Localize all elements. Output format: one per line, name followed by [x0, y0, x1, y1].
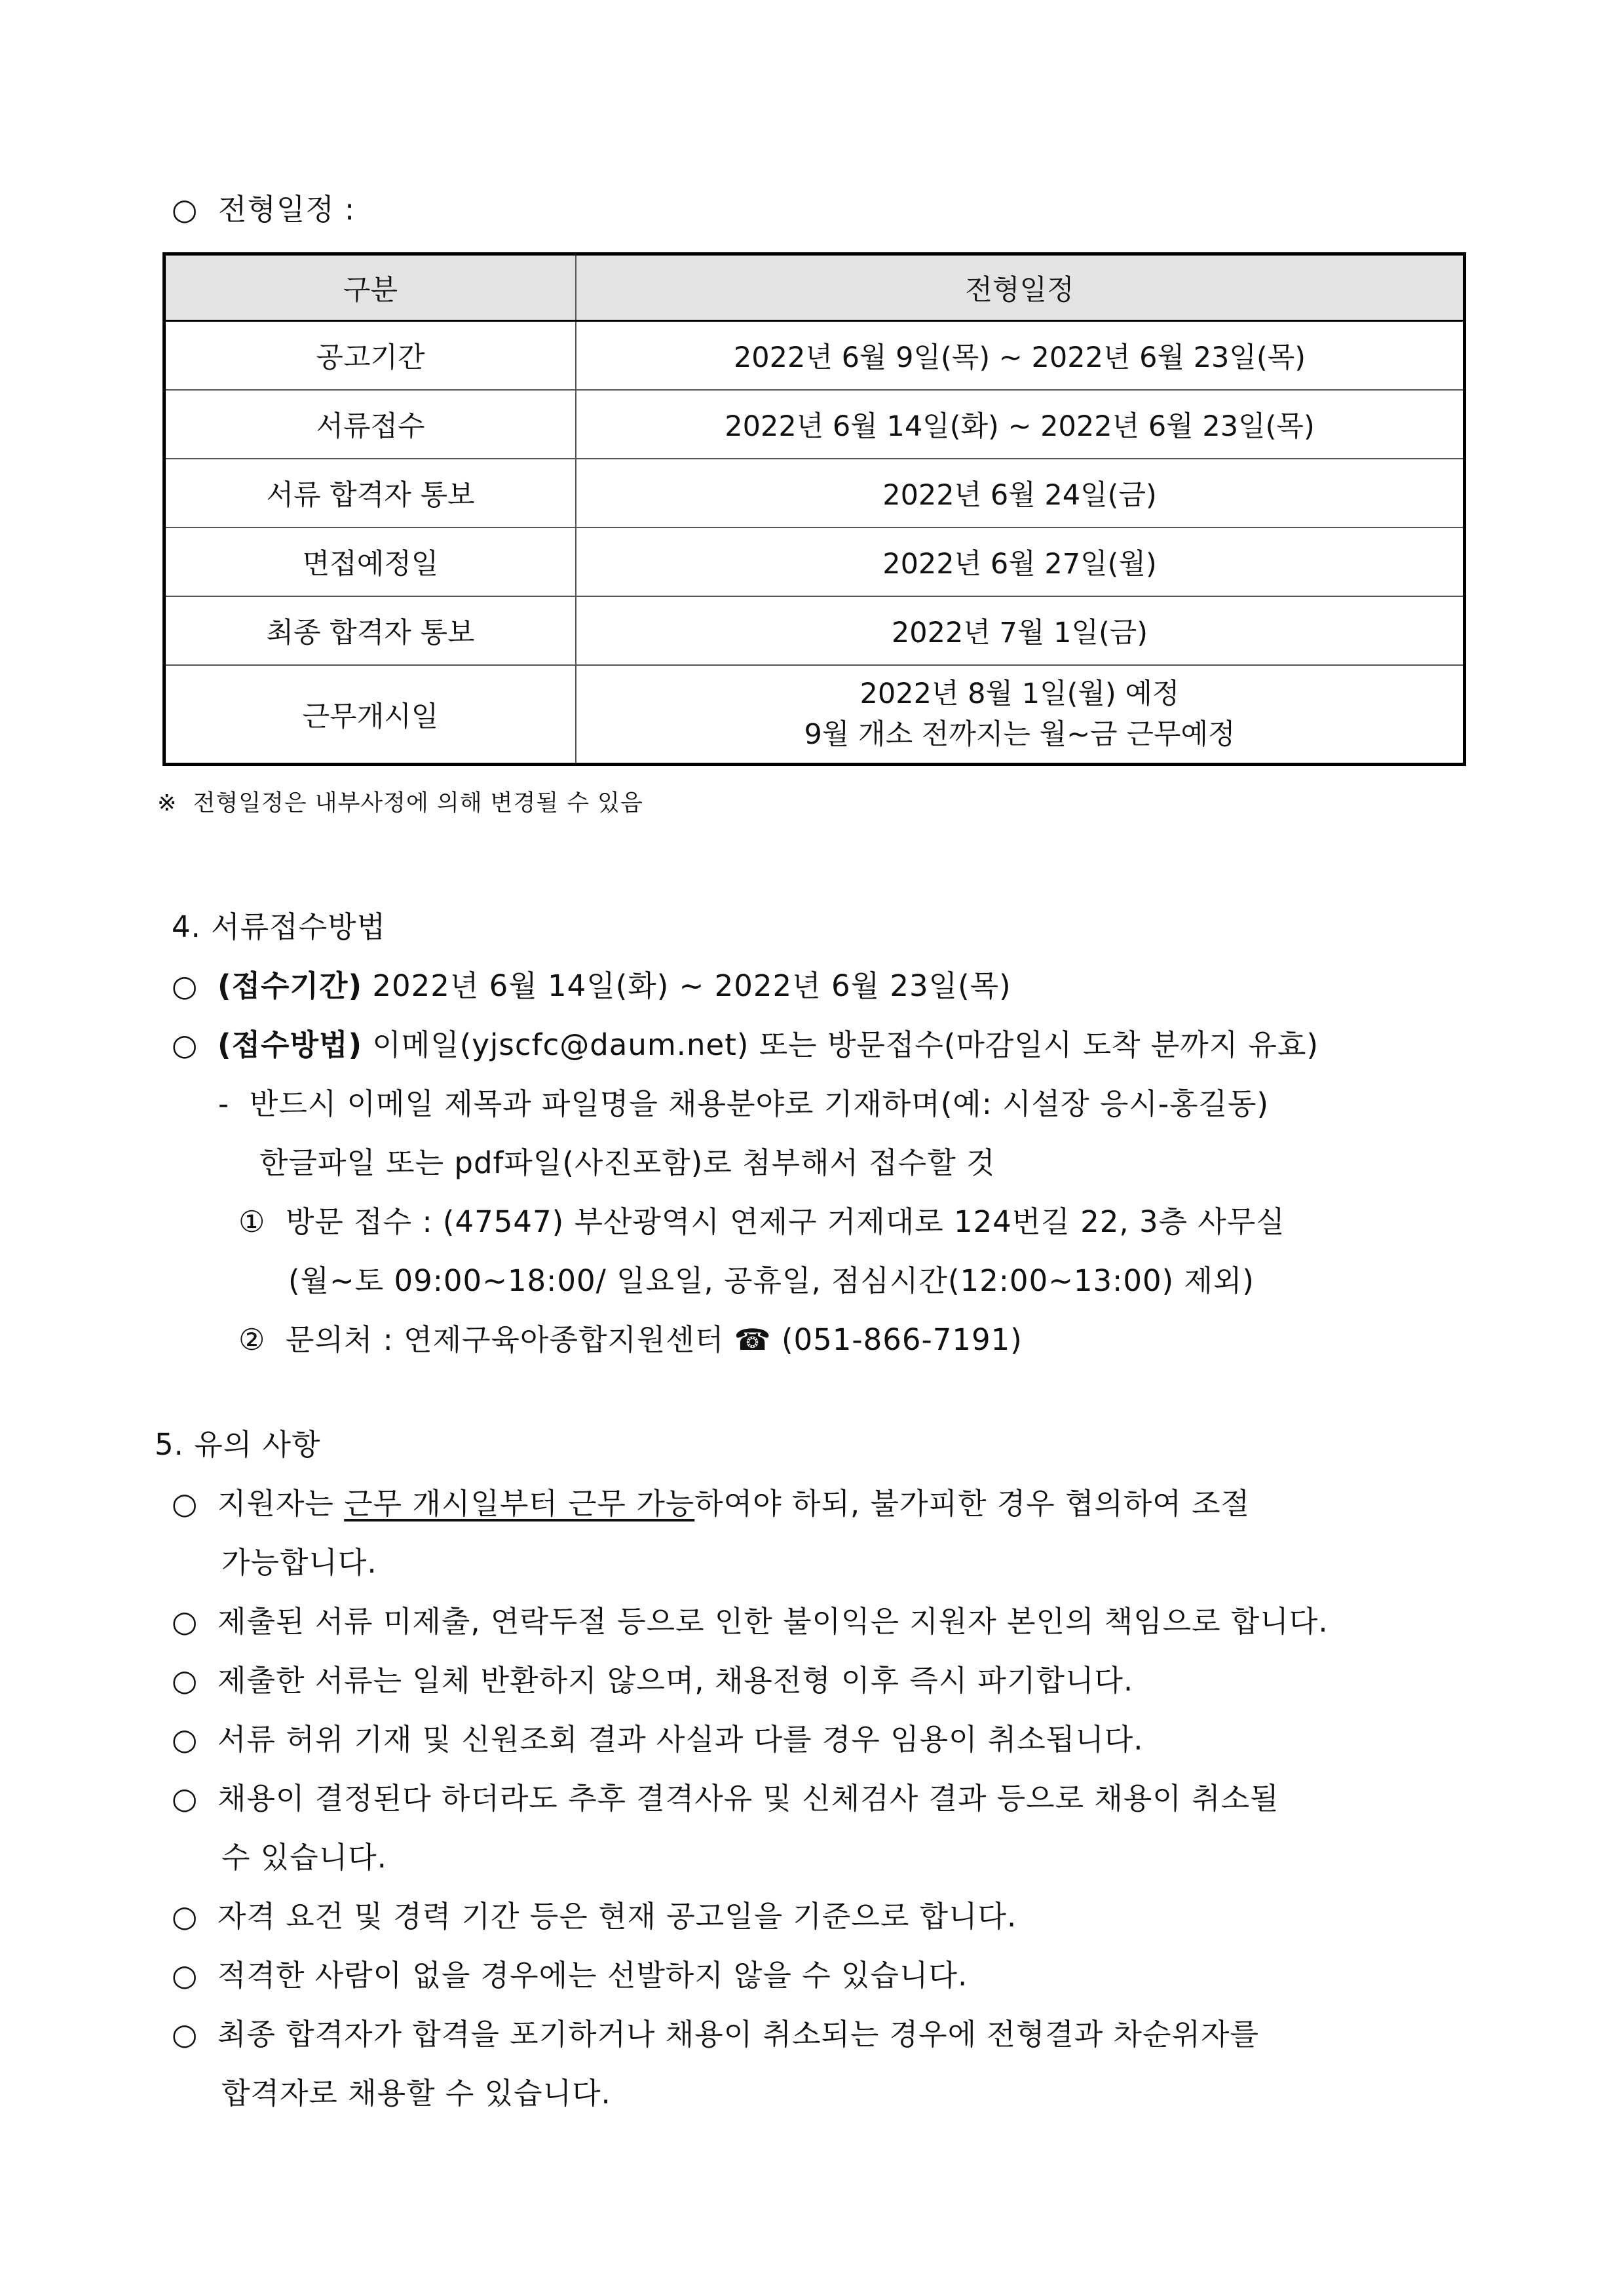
item7-text: 적격한 사람이 없을 경우에는 선발하지 않을 수 있습니다. — [217, 1958, 968, 1993]
table-row — [164, 390, 1465, 459]
bullet-icon: ○ — [172, 1899, 198, 1934]
item2-text: 제출된 서류 미제출, 연락두절 등으로 인한 불이익은 지원자 본인의 책임으로 합니다. — [217, 1604, 1329, 1639]
section4-method — [172, 1025, 1319, 1065]
bullet-icon: ○ — [172, 1027, 198, 1062]
item3-text: 제출한 서류는 일체 반환하지 않으며, 채용전형 이후 즉시 파기합니다. — [217, 1663, 1134, 1698]
notice-item-2 — [172, 1602, 1329, 1641]
contact-line: ② 문의처 : 연제구육아종합지원센터 ☎ (051-866-7191) — [238, 1322, 1023, 1357]
bullet-icon: ○ — [172, 1722, 198, 1757]
section4-title: 4. 서류접수방법 — [172, 909, 387, 944]
table-header-schedule: 전형일정 — [576, 254, 1465, 321]
method-value: 이메일(yjscfc@daum.net) 또는 방문접수(마감일시 도착 분까지 유효) — [362, 1027, 1319, 1062]
table-row — [164, 321, 1465, 391]
item1-underline: 근무 개시일부터 근무 가능 — [344, 1486, 695, 1521]
notice-item-8-cont: 합격자로 채용할 수 있습니다. — [221, 2076, 611, 2111]
bullet-icon: ○ — [172, 1781, 198, 1816]
row-value: 2022년 6월 9일(목) ~ 2022년 6월 23일(목) — [576, 321, 1465, 391]
notice-item-4 — [172, 1720, 1144, 1759]
row-value: 2022년 6월 27일(월) — [576, 527, 1465, 596]
table-row — [164, 665, 1465, 765]
bullet-icon: ○ — [172, 1663, 198, 1698]
table-row — [164, 596, 1465, 665]
table-row — [164, 527, 1465, 596]
bullet-icon: ○ — [172, 1486, 198, 1521]
item6-text: 자격 요건 및 경력 기간 등은 현재 공고일을 기준으로 합니다. — [217, 1899, 1017, 1934]
row-value: 2022년 6월 24일(금) — [576, 459, 1465, 527]
notice-item-3 — [172, 1661, 1133, 1700]
section5-title: 5. 유의 사항 — [155, 1427, 321, 1462]
notice-item-5 — [172, 1779, 1279, 1818]
table-row — [164, 459, 1465, 527]
schedule-note: ※ 전형일정은 내부사정에 의해 변경될 수 있음 — [157, 790, 643, 816]
notice-item-8 — [172, 2015, 1259, 2054]
row-value-line2: 9월 개소 전까지는 월~금 근무예정 — [804, 718, 1236, 751]
dash-line2: 한글파일 또는 pdf파일(사진포함)로 첨부해서 접수할 것 — [259, 1145, 996, 1180]
table-header-row — [164, 254, 1465, 321]
bullet-icon: ○ — [172, 1958, 198, 1993]
bullet-icon: ○ — [172, 2017, 198, 2052]
section4-period — [172, 966, 1011, 1006]
schedule-table — [162, 252, 1466, 766]
table-header-category: 구분 — [164, 254, 576, 321]
row-value — [576, 665, 1465, 765]
item5-text: 채용이 결정된다 하더라도 추후 결격사유 및 신체검사 결과 등으로 채용이 취소될 — [217, 1781, 1279, 1816]
schedule-heading: ○ 전형일정 : — [172, 192, 356, 227]
row-value-line1: 2022년 8월 1일(월) 예정 — [859, 678, 1180, 710]
row-label: 면접예정일 — [164, 527, 576, 596]
notice-item-7 — [172, 1956, 968, 1995]
bullet-icon: ○ — [172, 968, 198, 1003]
visit-line1: ① 방문 접수 : (47547) 부산광역시 연제구 거제대로 124번길 22, 3층 사무실 — [238, 1204, 1285, 1239]
method-label: (접수방법) — [217, 1027, 363, 1062]
notice-item-5-cont: 수 있습니다. — [221, 1840, 387, 1875]
dash-line1: - 반드시 이메일 제목과 파일명을 채용분야로 기재하며(예: 시설장 응시-홍길동) — [218, 1086, 1270, 1121]
row-label: 최종 합격자 통보 — [164, 596, 576, 665]
notice-item-6 — [172, 1897, 1017, 1936]
row-label: 근무개시일 — [164, 665, 576, 765]
row-value: 2022년 6월 14일(화) ~ 2022년 6월 23일(목) — [576, 390, 1465, 459]
row-label: 서류 합격자 통보 — [164, 459, 576, 527]
row-label: 서류접수 — [164, 390, 576, 459]
bullet-icon: ○ — [172, 1604, 198, 1639]
notice-item-1 — [172, 1484, 1250, 1523]
row-value: 2022년 7월 1일(금) — [576, 596, 1465, 665]
row-label: 공고기간 — [164, 321, 576, 391]
period-value: 2022년 6월 14일(화) ~ 2022년 6월 23일(목) — [362, 968, 1011, 1003]
item1-pre: 지원자는 — [217, 1486, 345, 1521]
period-label: (접수기간) — [217, 968, 363, 1003]
visit-line2: (월~토 09:00~18:00/ 일요일, 공휴일, 점심시간(12:00~13:00) 제외) — [288, 1263, 1255, 1298]
notice-item-1-cont: 가능합니다. — [221, 1545, 377, 1580]
item8-text: 최종 합격자가 합격을 포기하거나 채용이 취소되는 경우에 전형결과 차순위자를 — [217, 2017, 1259, 2052]
item4-text: 서류 허위 기재 및 신원조회 결과 사실과 다를 경우 임용이 취소됩니다. — [217, 1722, 1144, 1757]
item1-post: 하여야 하되, 불가피한 경우 협의하여 조절 — [694, 1486, 1251, 1521]
